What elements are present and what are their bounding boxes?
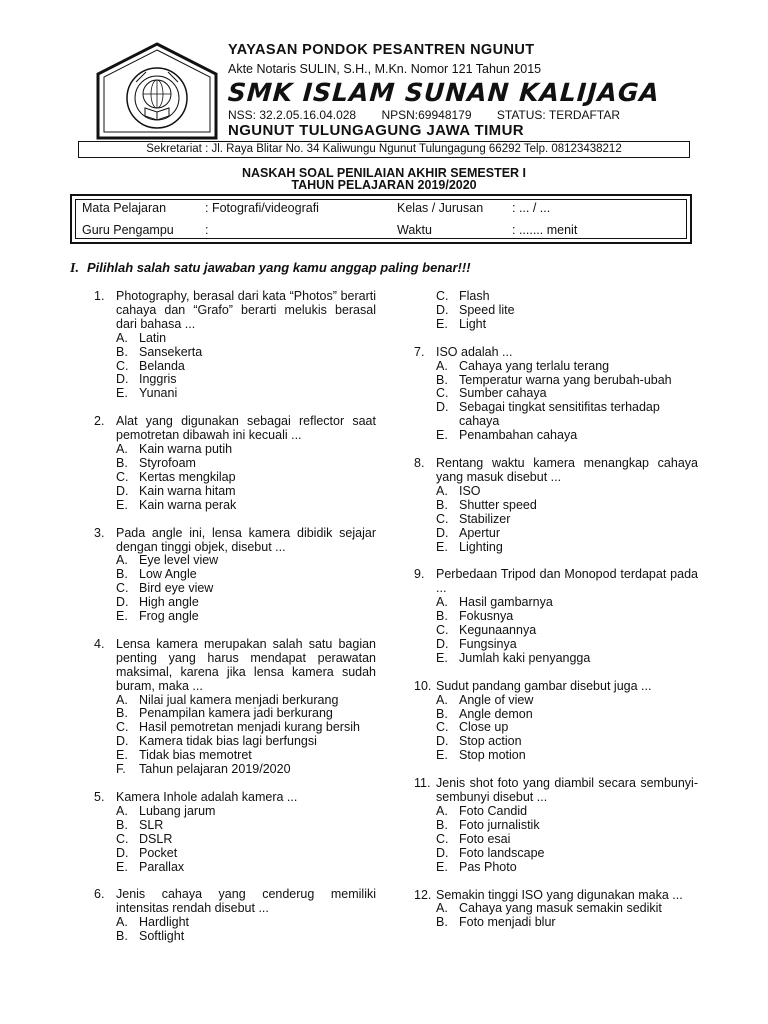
answer-option bbox=[436, 749, 698, 763]
option-letter: B. bbox=[116, 567, 128, 582]
option-letter: E. bbox=[116, 609, 128, 624]
question-item bbox=[414, 777, 698, 874]
option-text: Flash bbox=[459, 289, 490, 303]
question-item bbox=[94, 791, 376, 874]
option-letter: C. bbox=[436, 623, 449, 638]
option-letter: D. bbox=[116, 845, 129, 860]
question-text: Jenis cahaya yang cenderug memiliki intensitas rendah disebut ... bbox=[116, 887, 376, 916]
option-letter: B. bbox=[436, 372, 448, 387]
option-text: Pas Photo bbox=[459, 859, 517, 874]
option-text: Kamera tidak bias lagi berfungsi bbox=[139, 734, 317, 749]
option-text: Penampilan kamera jadi berkurang bbox=[139, 706, 333, 721]
answer-options bbox=[414, 902, 698, 930]
answer-option bbox=[436, 902, 698, 916]
answer-option bbox=[116, 930, 376, 944]
option-text: Lighting bbox=[459, 539, 503, 554]
option-text: Yunani bbox=[139, 386, 178, 401]
answer-option bbox=[436, 318, 698, 332]
option-text: Styrofoam bbox=[139, 455, 196, 470]
answer-option bbox=[116, 485, 376, 499]
option-text: Foto jurnalistik bbox=[459, 817, 540, 832]
question-number: 5. bbox=[94, 790, 105, 804]
question-text: Semakin tinggi ISO yang digunakan maka ... bbox=[436, 887, 683, 902]
option-letter: D. bbox=[436, 400, 449, 415]
answer-options bbox=[414, 694, 698, 764]
teacher-label: Guru Pengampu bbox=[82, 223, 174, 237]
option-letter: E. bbox=[116, 748, 128, 763]
questions-left-column bbox=[94, 290, 376, 958]
option-text: Parallax bbox=[139, 859, 185, 874]
option-text: Kertas mengkilap bbox=[139, 469, 236, 484]
answer-option bbox=[116, 499, 376, 513]
question-item bbox=[94, 638, 376, 777]
option-letter: B. bbox=[436, 817, 448, 832]
question-item bbox=[414, 457, 698, 554]
option-letter: E. bbox=[436, 316, 448, 331]
option-letter: A. bbox=[116, 803, 128, 818]
option-letter: D. bbox=[436, 525, 449, 540]
question-number: 7. bbox=[414, 344, 425, 359]
answer-options bbox=[414, 596, 698, 666]
option-text: Sebagai tingkat sensitifitas terhadap cahaya bbox=[459, 400, 660, 429]
answer-option bbox=[436, 401, 698, 429]
option-text: Apertur bbox=[459, 525, 500, 540]
answer-options bbox=[414, 290, 698, 332]
answer-option bbox=[116, 568, 376, 582]
option-text: Cahaya yang masuk semakin sedikit bbox=[459, 901, 662, 916]
option-text: Tidak bias memotret bbox=[139, 748, 252, 763]
answer-options bbox=[94, 694, 376, 777]
answer-option bbox=[436, 833, 698, 847]
option-text: SLR bbox=[139, 817, 164, 832]
option-text: Latin bbox=[139, 330, 167, 345]
option-letter: D. bbox=[436, 302, 449, 317]
nss-number: NSS: 32.2.05.16.04.028 bbox=[228, 108, 357, 122]
option-letter: B. bbox=[116, 929, 128, 944]
question-text: Sudut pandang gambar disebut juga ... bbox=[436, 678, 652, 693]
option-letter: C. bbox=[436, 386, 449, 401]
option-letter: D. bbox=[116, 595, 129, 610]
exam-info-box bbox=[70, 194, 692, 244]
answer-option bbox=[116, 749, 376, 763]
option-text: Angle demon bbox=[459, 706, 533, 721]
answer-options bbox=[414, 360, 698, 443]
subject-value: : Fotografi/videografi bbox=[205, 201, 319, 215]
option-letter: D. bbox=[436, 734, 449, 749]
answer-option bbox=[436, 638, 698, 652]
option-letter: A. bbox=[116, 553, 128, 568]
section-instruction bbox=[70, 260, 471, 277]
answer-option bbox=[436, 694, 698, 708]
option-letter: B. bbox=[436, 915, 448, 930]
option-letter: E. bbox=[436, 859, 448, 874]
question-stem bbox=[414, 680, 698, 694]
answer-option bbox=[436, 847, 698, 861]
option-text: Hasil pemotretan menjadi kurang bersih bbox=[139, 720, 360, 735]
time-label: Waktu bbox=[397, 223, 432, 237]
question-number: 10. bbox=[414, 678, 432, 693]
option-text: Angle of view bbox=[459, 692, 534, 707]
option-text: Hasil gambarnya bbox=[459, 595, 553, 610]
question-number: 3. bbox=[94, 525, 105, 540]
question-stem bbox=[414, 889, 698, 903]
answer-option bbox=[436, 652, 698, 666]
answer-options bbox=[94, 332, 376, 402]
answer-option bbox=[116, 694, 376, 708]
question-stem bbox=[414, 568, 698, 596]
answer-option bbox=[436, 513, 698, 527]
exam-year: TAHUN PELAJARAN 2019/2020 bbox=[291, 178, 477, 192]
question-item bbox=[414, 889, 698, 931]
option-letter: C. bbox=[436, 720, 449, 735]
option-letter: C. bbox=[116, 720, 129, 735]
option-letter: E. bbox=[116, 497, 128, 512]
option-text: Foto menjadi blur bbox=[459, 915, 556, 930]
option-letter: E. bbox=[116, 859, 128, 874]
questions-right-column bbox=[414, 290, 698, 944]
option-text: DSLR bbox=[139, 831, 173, 846]
option-letter: A. bbox=[436, 901, 448, 916]
answer-option bbox=[116, 457, 376, 471]
section-number: I. bbox=[70, 261, 79, 276]
option-letter: C. bbox=[116, 831, 129, 846]
option-text: Inggris bbox=[139, 372, 177, 387]
secretariat-address: Sekretariat : Jl. Raya Blitar No. 34 Kaliwungu Ngunut Tulungagung 66292 Telp. 08123438212 bbox=[78, 141, 690, 158]
time-value: : ....... menit bbox=[512, 223, 578, 237]
answer-option bbox=[116, 554, 376, 568]
answer-options bbox=[94, 805, 376, 875]
option-letter: E. bbox=[436, 428, 448, 443]
option-letter: E. bbox=[436, 539, 448, 554]
option-text: Stabilizer bbox=[459, 511, 511, 526]
answer-option bbox=[436, 861, 698, 875]
question-stem bbox=[414, 457, 698, 485]
answer-option bbox=[436, 708, 698, 722]
notary-deed: Akte Notaris SULIN, S.H., M.Kn. Nomor 121 Tahun 2015 bbox=[228, 62, 542, 76]
answer-option bbox=[436, 290, 698, 304]
answer-option bbox=[116, 833, 376, 847]
option-letter: D. bbox=[116, 372, 129, 387]
question-6-continued bbox=[414, 290, 698, 332]
class-value: : ... / ... bbox=[512, 201, 551, 215]
question-number: 8. bbox=[414, 456, 425, 471]
option-text: Foto Candid bbox=[459, 804, 528, 818]
answer-option bbox=[436, 805, 698, 819]
question-text: Photography, berasal dari kata “Photos” berarti cahaya dan “Grafo” berarti melukis berasal dari bahasa ... bbox=[116, 289, 376, 331]
option-letter: A. bbox=[436, 483, 448, 498]
question-number: 6. bbox=[94, 887, 105, 902]
option-text: Speed lite bbox=[459, 302, 515, 317]
school-identifiers bbox=[228, 108, 642, 122]
question-stem bbox=[94, 791, 376, 805]
answer-option bbox=[116, 373, 376, 387]
answer-option bbox=[436, 304, 698, 318]
answer-option bbox=[116, 443, 376, 457]
option-text: Temperatur warna yang berubah-ubah bbox=[459, 372, 672, 387]
question-number: 1. bbox=[94, 289, 105, 303]
answer-option bbox=[116, 916, 376, 930]
question-number: 2. bbox=[94, 414, 105, 429]
option-letter: C. bbox=[116, 469, 129, 484]
option-text: Belanda bbox=[139, 358, 185, 373]
option-letter: E. bbox=[116, 386, 128, 401]
question-item bbox=[94, 527, 376, 624]
answer-option bbox=[436, 387, 698, 401]
npsn-number: NPSN:69948179 bbox=[381, 108, 472, 122]
answer-option bbox=[116, 332, 376, 346]
answer-option bbox=[436, 610, 698, 624]
answer-option bbox=[436, 624, 698, 638]
answer-option bbox=[116, 387, 376, 401]
option-letter: D. bbox=[436, 845, 449, 860]
option-letter: A. bbox=[116, 330, 128, 345]
question-stem bbox=[94, 290, 376, 332]
option-letter: C. bbox=[116, 581, 129, 596]
school-status: STATUS: TERDAFTAR bbox=[496, 108, 620, 122]
question-stem bbox=[94, 638, 376, 694]
option-text: Fungsinya bbox=[459, 636, 517, 651]
answer-option bbox=[116, 360, 376, 374]
answer-option bbox=[116, 610, 376, 624]
option-text: ISO bbox=[459, 483, 481, 498]
answer-option bbox=[116, 819, 376, 833]
option-text: Stop action bbox=[459, 734, 522, 749]
teacher-value: : bbox=[205, 223, 209, 237]
question-stem bbox=[414, 346, 698, 360]
school-logo bbox=[96, 42, 218, 140]
answer-option bbox=[436, 541, 698, 555]
option-letter: B. bbox=[116, 455, 128, 470]
option-text: Frog angle bbox=[139, 609, 199, 624]
option-letter: B. bbox=[436, 609, 448, 624]
answer-option bbox=[436, 527, 698, 541]
option-text: Kain warna putih bbox=[139, 442, 233, 457]
option-letter: B. bbox=[436, 497, 448, 512]
answer-option bbox=[116, 763, 376, 777]
question-text: Alat yang digunakan sebagai reflector saat pemotretan dibawah ini kecuali ... bbox=[116, 414, 376, 443]
question-text: Pada angle ini, lensa kamera dibidik sejajar dengan tinggi objek, disebut ... bbox=[116, 525, 376, 554]
subject-label: Mata Pelajaran bbox=[82, 201, 167, 215]
answer-option bbox=[116, 582, 376, 596]
option-letter: B. bbox=[116, 344, 128, 359]
question-text: Jenis shot foto yang diambil secara sembunyi-sembunyi disebut ... bbox=[436, 776, 698, 805]
answer-option bbox=[116, 346, 376, 360]
question-item bbox=[414, 680, 698, 763]
option-letter: B. bbox=[436, 706, 448, 721]
answer-option bbox=[116, 847, 376, 861]
option-letter: C. bbox=[436, 289, 449, 303]
answer-option bbox=[116, 861, 376, 875]
answer-option bbox=[116, 707, 376, 721]
option-letter: D. bbox=[436, 636, 449, 651]
option-text: Sumber cahaya bbox=[459, 386, 547, 401]
option-letter: D. bbox=[116, 734, 129, 749]
exam-title: NASKAH SOAL PENILAIAN AKHIR SEMESTER I bbox=[241, 166, 527, 180]
question-item bbox=[414, 346, 698, 443]
option-text: Tahun pelajaran 2019/2020 bbox=[139, 762, 291, 777]
option-text: High angle bbox=[139, 595, 199, 610]
option-text: Kain warna perak bbox=[139, 497, 237, 512]
answer-option bbox=[116, 805, 376, 819]
answer-option bbox=[116, 735, 376, 749]
option-text: Jumlah kaki penyangga bbox=[459, 650, 591, 665]
option-text: Fokusnya bbox=[459, 609, 514, 624]
question-stem bbox=[94, 527, 376, 555]
question-item bbox=[94, 888, 376, 944]
option-letter: A. bbox=[116, 915, 128, 930]
answer-option bbox=[436, 499, 698, 513]
option-letter: D. bbox=[116, 483, 129, 498]
question-stem bbox=[94, 888, 376, 916]
question-number: 4. bbox=[94, 636, 105, 651]
answer-option bbox=[436, 721, 698, 735]
question-number: 11. bbox=[414, 776, 431, 791]
school-location: NGUNUT TULUNGAGUNG JAWA TIMUR bbox=[228, 122, 525, 139]
answer-option bbox=[436, 596, 698, 610]
option-letter: E. bbox=[436, 650, 448, 665]
foundation-name: YAYASAN PONDOK PESANTREN NGUNUT bbox=[228, 42, 535, 58]
question-text: ISO adalah ... bbox=[436, 344, 513, 359]
option-text: Sansekerta bbox=[139, 344, 203, 359]
answer-option bbox=[436, 735, 698, 749]
option-letter: A. bbox=[436, 692, 448, 707]
answer-option bbox=[436, 819, 698, 833]
option-text: Foto landscape bbox=[459, 845, 545, 860]
option-text: Close up bbox=[459, 720, 509, 735]
option-letter: A. bbox=[436, 804, 448, 818]
option-letter: A. bbox=[116, 442, 128, 457]
option-letter: C. bbox=[436, 511, 449, 526]
answer-option bbox=[436, 916, 698, 930]
option-text: Kain warna hitam bbox=[139, 483, 236, 498]
option-text: Shutter speed bbox=[459, 497, 537, 512]
option-letter: B. bbox=[116, 706, 128, 721]
answer-option bbox=[436, 485, 698, 499]
answer-options bbox=[94, 916, 376, 944]
answer-options bbox=[94, 554, 376, 624]
option-text: Foto esai bbox=[459, 831, 511, 846]
answer-options bbox=[94, 443, 376, 513]
option-letter: C. bbox=[436, 831, 449, 846]
class-label: Kelas / Jurusan bbox=[397, 201, 484, 215]
question-text: Lensa kamera merupakan salah satu bagian penting yang harus mendapat perawatan maksimal, karena jika lensa kamera sudah buram, maka ... bbox=[116, 636, 376, 693]
question-number: 9. bbox=[414, 567, 425, 582]
option-text: Bird eye view bbox=[139, 581, 214, 596]
option-text: Pocket bbox=[139, 845, 178, 860]
answer-option bbox=[436, 429, 698, 443]
option-text: Stop motion bbox=[459, 748, 526, 763]
option-text: Hardlight bbox=[139, 915, 190, 930]
question-number: 12. bbox=[414, 887, 432, 902]
question-text: Rentang waktu kamera menangkap cahaya yang masuk disebut ... bbox=[436, 456, 698, 484]
option-letter: A. bbox=[436, 595, 448, 610]
option-letter: B. bbox=[116, 817, 128, 832]
question-text: Perbedaan Tripod dan Monopod terdapat pada ... bbox=[436, 567, 698, 596]
question-item bbox=[94, 290, 376, 401]
option-letter: A. bbox=[436, 358, 448, 373]
section-instruction-text: Pilihlah salah satu jawaban yang kamu anggap paling benar!!! bbox=[86, 260, 471, 275]
option-letter: E. bbox=[436, 748, 448, 763]
option-text: Nilai jual kamera menjadi berkurang bbox=[139, 692, 339, 707]
question-stem bbox=[414, 777, 698, 805]
question-item bbox=[94, 415, 376, 512]
option-text: Softlight bbox=[139, 929, 185, 944]
option-text: Kegunaannya bbox=[459, 623, 537, 638]
answer-option bbox=[116, 596, 376, 610]
option-letter: C. bbox=[116, 358, 129, 373]
option-text: Eye level view bbox=[139, 553, 219, 568]
option-letter: F. bbox=[116, 762, 126, 777]
option-letter: A. bbox=[116, 692, 128, 707]
answer-options bbox=[414, 485, 698, 555]
answer-option bbox=[116, 721, 376, 735]
answer-option bbox=[116, 471, 376, 485]
question-item bbox=[414, 568, 698, 665]
option-text: Cahaya yang terlalu terang bbox=[459, 358, 610, 373]
answer-option bbox=[436, 360, 698, 374]
question-stem bbox=[94, 415, 376, 443]
option-text: Low Angle bbox=[139, 567, 197, 582]
option-text: Penambahan cahaya bbox=[459, 428, 578, 443]
question-text: Kamera Inhole adalah kamera ... bbox=[116, 790, 298, 804]
answer-option bbox=[436, 374, 698, 388]
option-text: Light bbox=[459, 316, 487, 331]
answer-options bbox=[414, 805, 698, 875]
school-name: SMK ISLAM SUNAN KALIJAGA bbox=[226, 78, 661, 107]
option-text: Lubang jarum bbox=[139, 803, 216, 818]
